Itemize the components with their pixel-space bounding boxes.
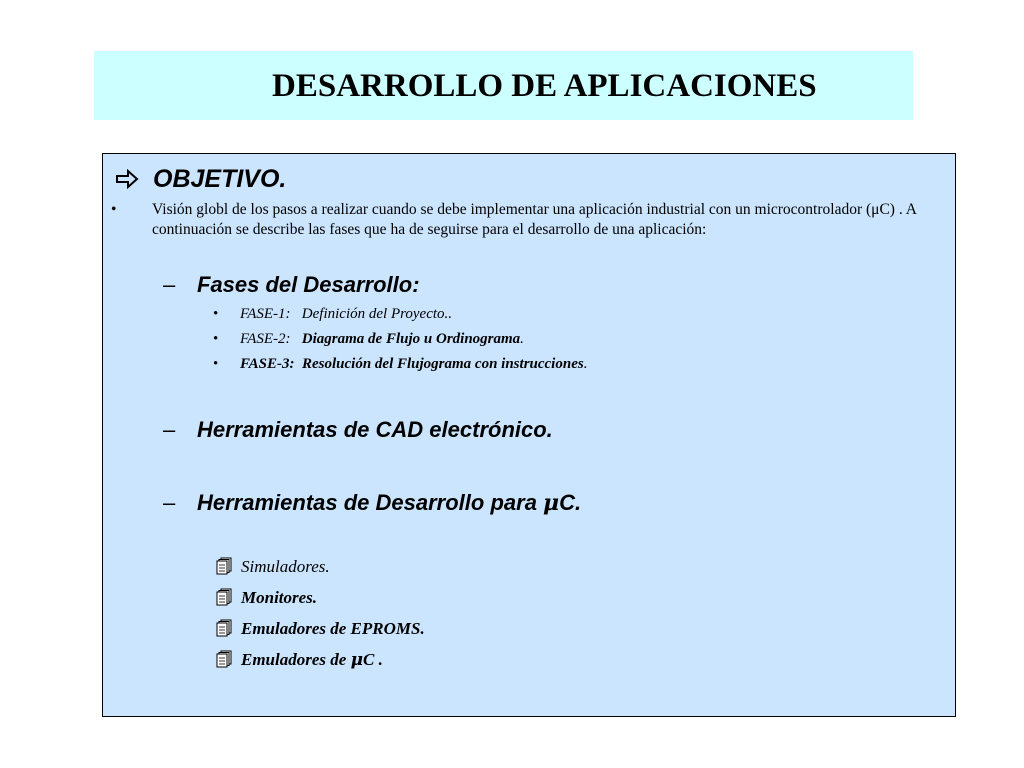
tool-label-suffix: C . bbox=[363, 650, 383, 669]
phase-name: Definición del Proyecto. bbox=[301, 306, 449, 322]
content-panel bbox=[102, 153, 956, 717]
fases-heading-text: Fases del Desarrollo: bbox=[197, 272, 420, 297]
phase-trail: . bbox=[448, 306, 453, 322]
phase-name: Diagrama de Flujo u Ordinograma bbox=[301, 331, 521, 347]
tool-label: Monitores. bbox=[241, 588, 318, 607]
book-stack-icon bbox=[215, 588, 233, 606]
phase-code: FASE-2: bbox=[240, 331, 291, 347]
phase-code: FASE-1: bbox=[240, 306, 291, 322]
book-stack-icon bbox=[215, 650, 233, 668]
fases-heading bbox=[163, 271, 420, 299]
tool-item bbox=[215, 587, 317, 609]
title-banner bbox=[94, 51, 913, 120]
dash-mark: – bbox=[163, 272, 176, 297]
tool-label bbox=[241, 650, 383, 669]
dash-mark: – bbox=[163, 417, 176, 442]
mu-symbol: μ bbox=[350, 650, 364, 670]
bullet-mark: • bbox=[213, 306, 219, 322]
page-title: DESARROLLO DE APLICACIONES bbox=[272, 68, 817, 104]
dev-heading-prefix: Herramientas de Desarrollo para bbox=[197, 490, 544, 515]
phase-item bbox=[213, 329, 524, 349]
book-stack-icon bbox=[215, 619, 233, 637]
phase-trail: . bbox=[520, 331, 524, 347]
objective-text: Visión globl de los pasos a realizar cuando se debe implementar una aplicación industrial con un microcontrolador (μC) . A continuación se describe las fases que ha de seguirse para el desarrollo de una aplicación: bbox=[152, 201, 917, 238]
phase-item bbox=[213, 304, 452, 324]
tool-item bbox=[215, 556, 330, 578]
cad-heading-text: Herramientas de CAD electrónico. bbox=[197, 417, 553, 442]
tool-label: Simuladores. bbox=[241, 557, 330, 576]
phase-code: FASE-3: bbox=[240, 356, 295, 372]
phase-name: Resolución del Flujograma con instrucciones bbox=[301, 356, 584, 372]
objective-description bbox=[111, 200, 951, 240]
bullet-mark: • bbox=[213, 331, 219, 347]
tool-item bbox=[215, 649, 383, 671]
hollow-right-arrow-icon bbox=[115, 169, 139, 189]
bullet-mark: • bbox=[213, 356, 219, 372]
book-stack-icon bbox=[215, 557, 233, 575]
cad-heading bbox=[163, 416, 553, 444]
bullet-mark: • bbox=[111, 201, 117, 218]
dev-heading-suffix: C. bbox=[559, 490, 582, 515]
phase-item bbox=[213, 354, 587, 374]
objective-label: OBJETIVO. bbox=[153, 165, 287, 193]
tool-label: Emuladores de EPROMS. bbox=[241, 619, 425, 638]
tool-item bbox=[215, 618, 425, 640]
dev-tools-heading bbox=[163, 489, 581, 517]
mu-symbol: μ bbox=[543, 490, 560, 516]
phase-trail: . bbox=[583, 356, 588, 372]
tool-label-prefix: Emuladores de bbox=[241, 650, 351, 669]
dash-mark: – bbox=[163, 490, 176, 515]
